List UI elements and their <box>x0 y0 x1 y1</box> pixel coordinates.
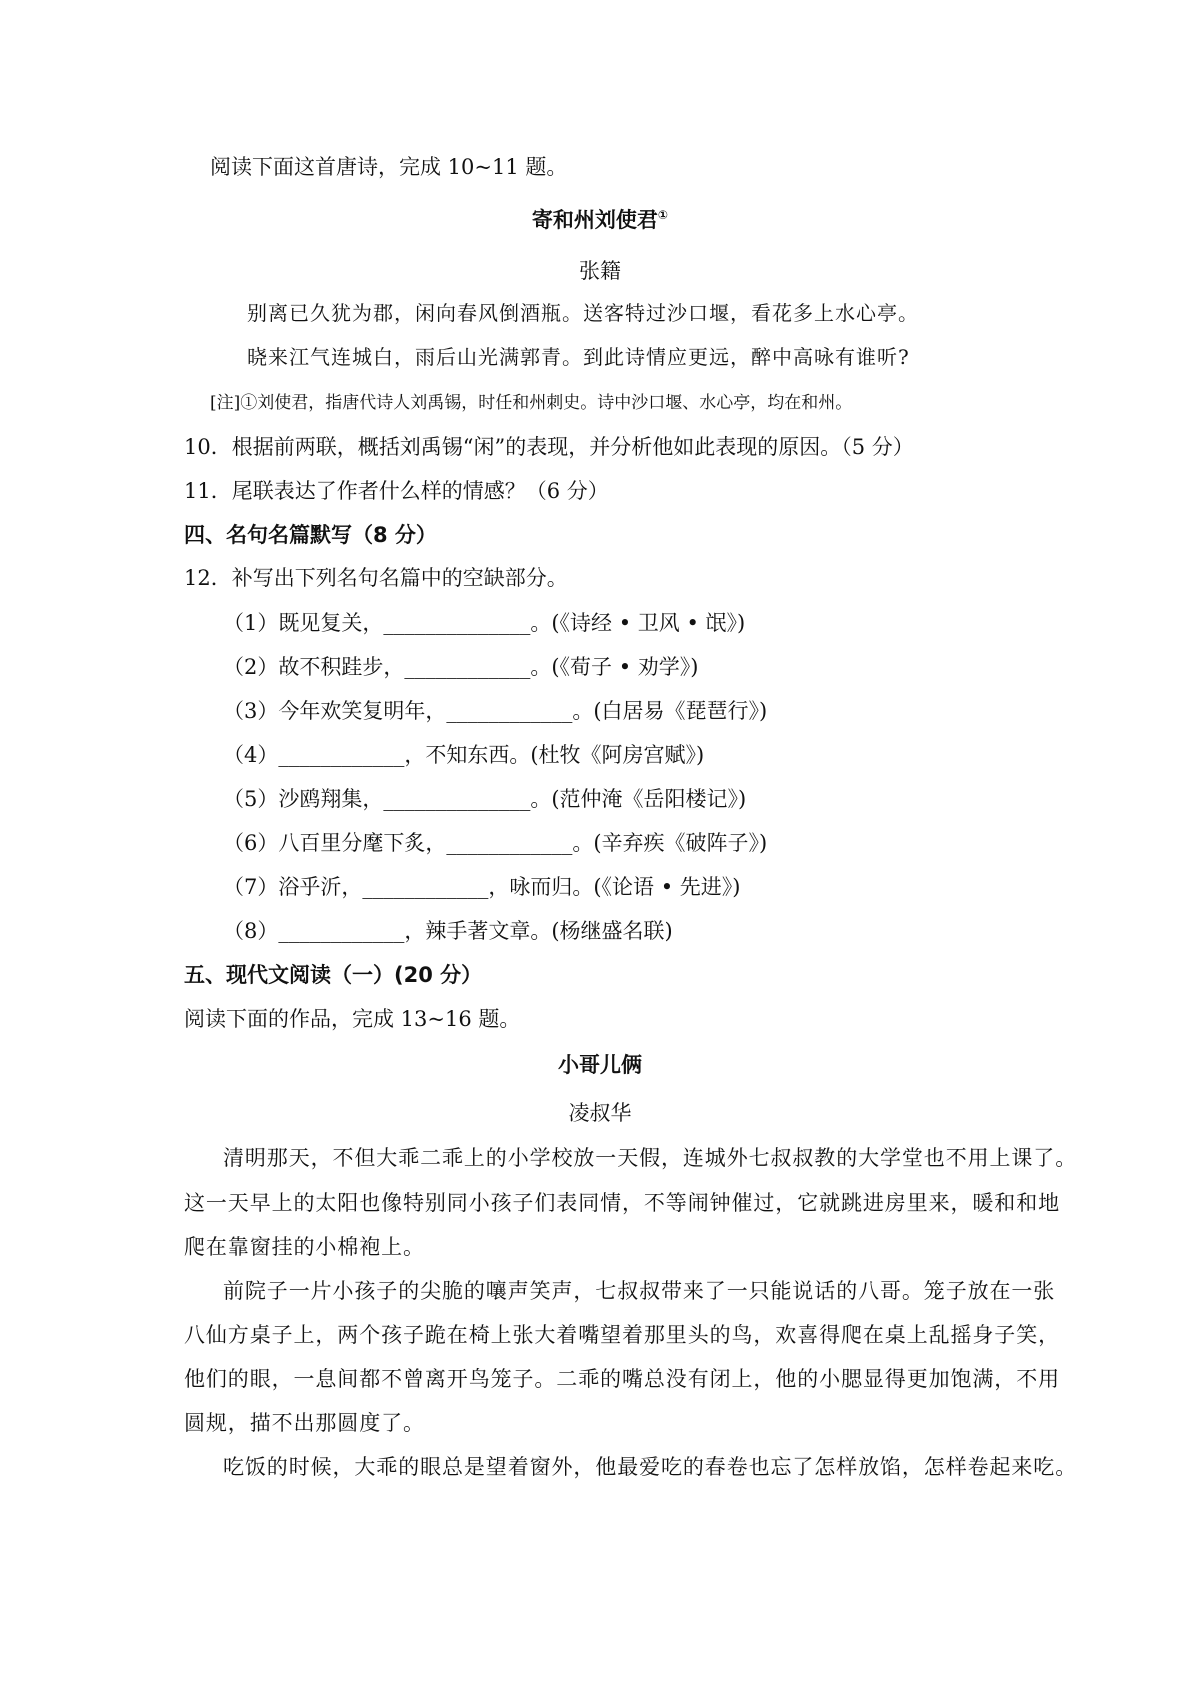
poem-title-text: 寄和州刘使君 <box>531 208 658 232</box>
poem-title-note-mark: ① <box>657 208 669 222</box>
poem-author: 张籍 <box>579 259 621 283</box>
poem-line-1: 别离已久犹为郡，闲向春风倒酒瓶。送客特过沙口堰，看花多上水心亭。 <box>247 301 919 325</box>
fill-item-6: （6）八百里分麾下炙，____________。(辛弃疾《破阵子》) <box>223 831 768 855</box>
question-12: 12．补写出下列名句名篇中的空缺部分。 <box>184 566 568 590</box>
fill-item-1: （1）既见复关，______________。(《诗经 • 卫风 • 氓》) <box>223 611 746 635</box>
story-line-2: 这一天早上的太阳也像特别同小孩子们表同情，不等闹钟催过，它就跳进房里来，暖和和地 <box>184 1191 1060 1215</box>
story-line-1: 清明那天，不但大乖二乖上的小学校放一天假，连城外七叔叔教的大学堂也不用上课了。 <box>223 1146 1078 1170</box>
fill-item-5: （5）沙鸥翔集，______________。(范仲淹《岳阳楼记》) <box>223 787 747 811</box>
question-10: 10．根据前两联，概括刘禹锡“闲”的表现，并分析他如此表现的原因。（5 分） <box>184 435 914 459</box>
story-author: 凌叔华 <box>568 1101 632 1125</box>
poem-note: [注]①刘使君，指唐代诗人刘禹锡，时任和州刺史。诗中沙口堰、水心亭，均在和州。 <box>210 393 853 413</box>
fill-item-8: （8）____________，辣手著文章。(杨继盛名联) <box>223 919 673 943</box>
story-title: 小哥儿俩 <box>558 1053 642 1077</box>
question-11: 11．尾联表达了作者什么样的情感？（6 分） <box>184 479 609 503</box>
section-5-heading: 五、现代文阅读（一）(20 分） <box>184 963 483 987</box>
section-4-heading: 四、名句名篇默写（8 分） <box>184 523 437 547</box>
fill-item-4: （4）____________，不知东西。(杜牧《阿房宫赋》) <box>223 743 705 767</box>
section-5-intro: 阅读下面的作品，完成 13~16 题。 <box>184 1007 521 1031</box>
story-line-5: 八仙方桌子上，两个孩子跪在椅上张大着嘴望着那里头的鸟，欢喜得爬在桌上乱摇身子笑， <box>184 1323 1060 1347</box>
story-line-4: 前院子一片小孩子的尖脆的嚷声笑声，七叔叔带来了一只能说话的八哥。笼子放在一张 <box>223 1279 1056 1303</box>
story-line-8: 吃饭的时候，大乖的眼总是望着窗外，他最爱吃的春卷也忘了怎样放馅，怎样卷起来吃。 <box>223 1455 1078 1479</box>
fill-item-2: （2）故不积跬步，____________。(《荀子 • 劝学》) <box>223 655 699 679</box>
fill-item-7: （7）浴乎沂，____________，咏而归。(《论语 • 先进》) <box>223 875 741 899</box>
poem-intro: 阅读下面这首唐诗，完成 10~11 题。 <box>210 155 568 179</box>
poem-line-2: 晓来江气连城白，雨后山光满郭青。到此诗情应更远，醉中高咏有谁听? <box>247 345 910 369</box>
story-line-6: 他们的眼，一息间都不曾离开鸟笼子。二乖的嘴总没有闭上，他的小腮显得更加饱满，不用 <box>184 1367 1060 1391</box>
story-line-7: 圆规，描不出那圆度了。 <box>184 1411 425 1435</box>
fill-item-3: （3）今年欢笑复明年，____________。(白居易《琵琶行》) <box>223 699 768 723</box>
story-line-3: 爬在靠窗挂的小棉袍上。 <box>184 1235 425 1259</box>
poem-title <box>0 200 1200 235</box>
